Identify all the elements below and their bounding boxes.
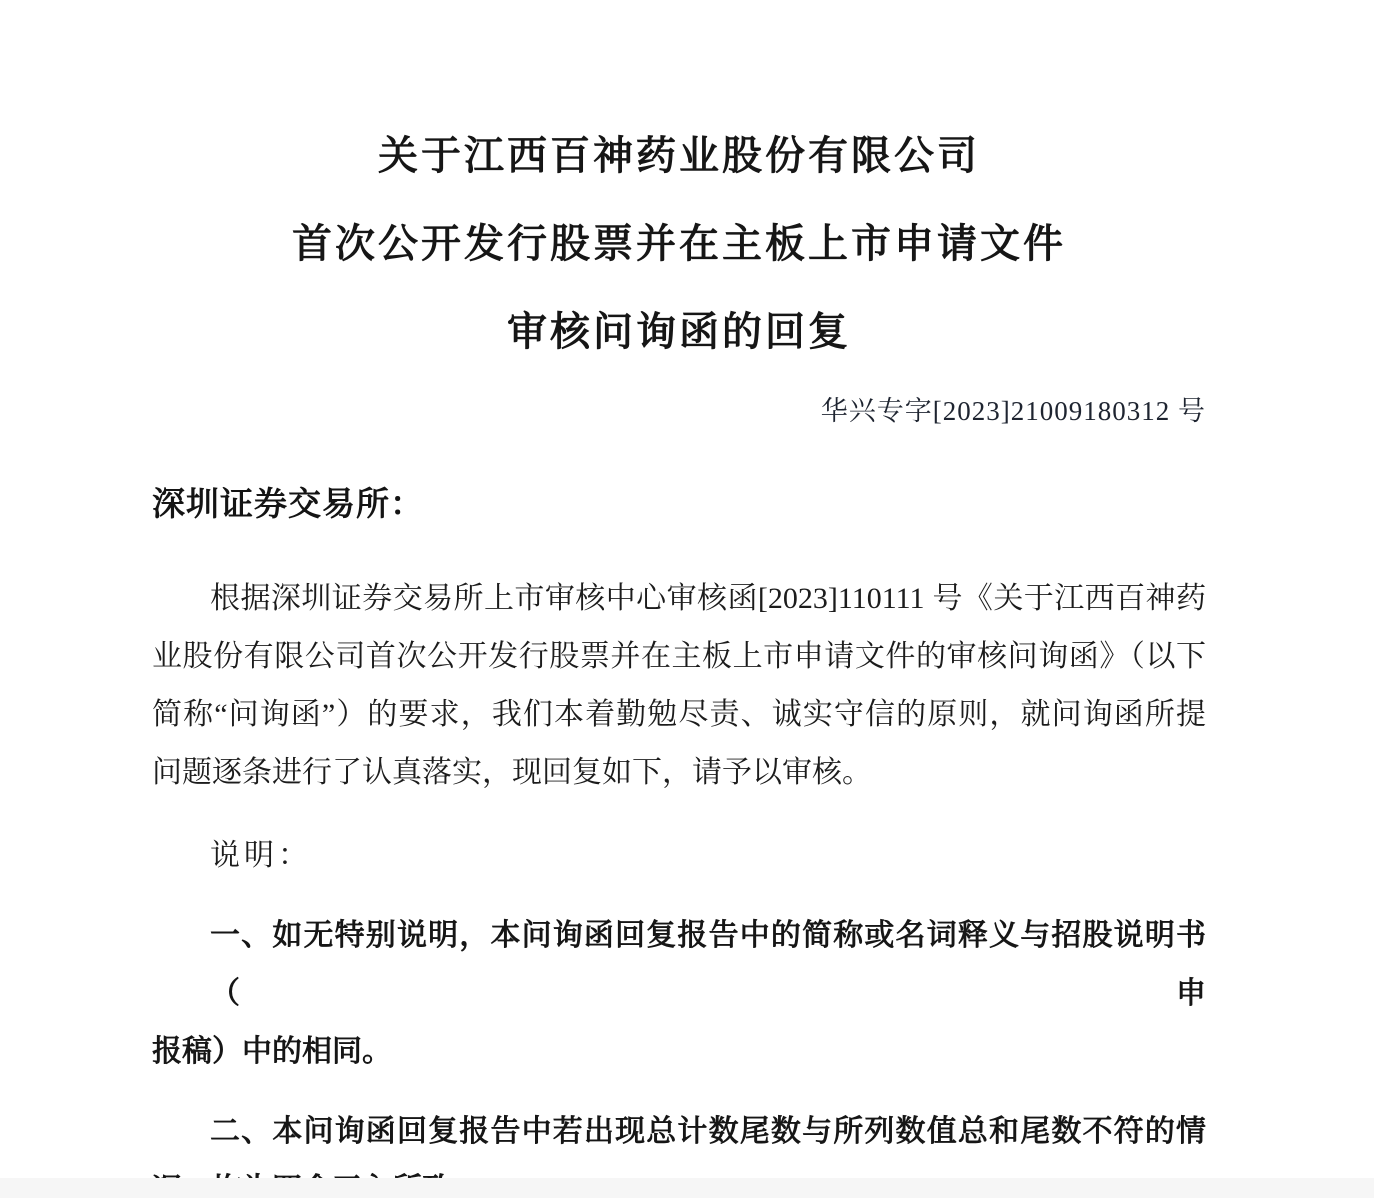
document-title (152, 112, 1206, 376)
note-1-paragraph (152, 907, 1206, 1081)
title-line-2: 首次公开发行股票并在主板上市申请文件 (292, 221, 1066, 266)
reference-number: 华兴专字[2023]21009180312 号 (820, 396, 1206, 426)
title-line-3: 审核问询函的回复 (507, 309, 851, 354)
title-line-1: 关于江西百神药业股份有限公司 (378, 133, 980, 178)
salutation: 深圳证券交易所： (152, 487, 424, 523)
intro-line-1: 根据深圳证券交易所上市审核中心审核函[2023]110111 号《关于江西百神药 (210, 582, 1206, 615)
note-1-line-1: 一、如无特别说明，本问询函回复报告中的简称或名词释义与招股说明书（申 (210, 919, 1206, 1010)
page-bottom-edge (0, 1178, 1374, 1198)
intro-line-3: 简称“问询函”）的要求，我们本着勤勉尽责、诚实守信的原则，就问询函所提 (152, 698, 1206, 731)
notes-label: 说明： (210, 839, 312, 872)
intro-paragraph (152, 570, 1206, 802)
intro-line-4: 问题逐条进行了认真落实，现回复如下，请予以审核。 (152, 756, 872, 789)
document-content (152, 112, 1206, 1198)
note-1-line-2: 报稿）中的相同。 (152, 1035, 392, 1068)
intro-line-2: 业股份有限公司首次公开发行股票并在主板上市申请文件的审核问询函》（以下 (152, 640, 1206, 673)
note-2-line-1: 二、本问询函回复报告中若出现总计数尾数与所列数值总和尾数不符的情 (210, 1115, 1206, 1148)
